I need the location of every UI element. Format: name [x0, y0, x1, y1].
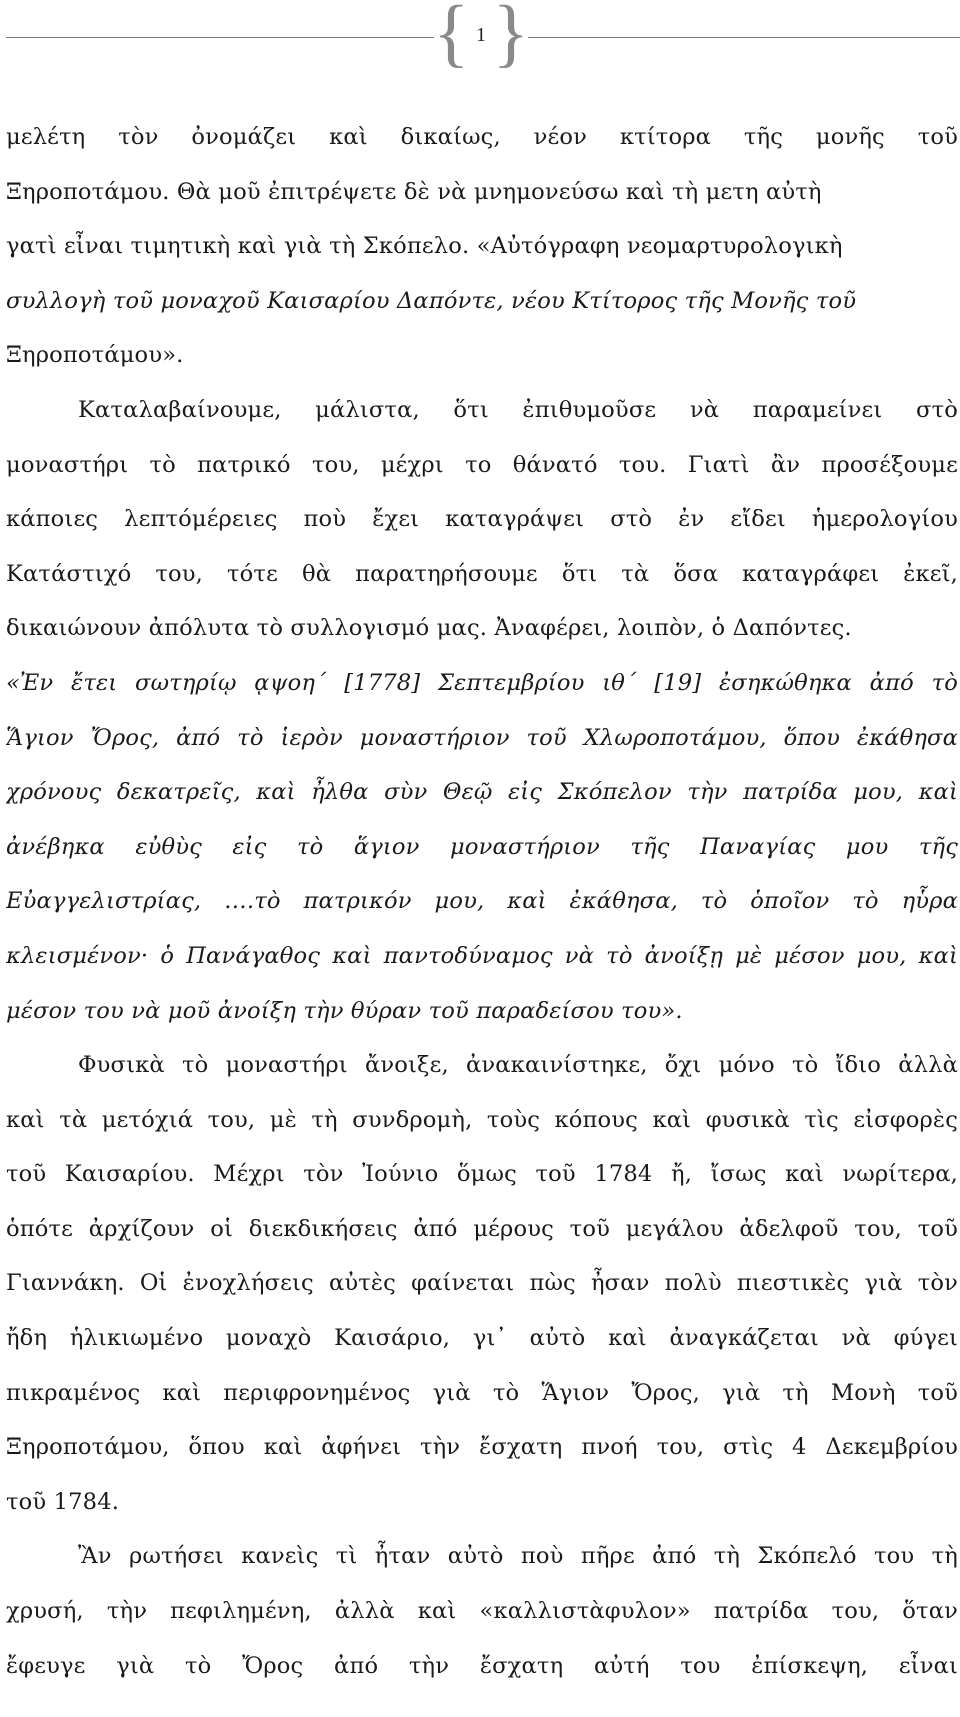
text-line: κλεισμένον· ὁ Πανάγαθος καὶ παντοδύναμος νὰ τὸ ἀνοίξῃ μὲ μέσον μου, καὶ	[6, 942, 958, 969]
text-line: μέσον του νὰ μοῦ ἀνοίξη τὴν θύραν τοῦ παραδείσου του».	[6, 997, 683, 1024]
text-line: Ξηροποτάμου, ὅπου καὶ ἀφήνει τὴν ἔσχατη πνοή του, στὶς 4 Δεκεμβρίου	[6, 1434, 958, 1461]
page-number: { 1 }	[433, 2, 529, 68]
text-line: γατὶ εἶναι τιμητικὴ καὶ γιὰ τὴ Σκόπελο. «Αὐτόγραφη νεομαρτυρολογικὴ	[6, 233, 843, 260]
text-line: τοῦ 1784.	[6, 1488, 120, 1515]
text-line: δικαιώνουν ἀπόλυτα τὸ συλλογισμό μας. Ἀναφέρει, λοιπὸν, ὁ Δαπόντες.	[6, 615, 852, 642]
text-line: ἀνέβηκα εὐθὺς εἰς τὸ ἅγιον μοναστήριον τῆς Παναγίας μου τῆς	[6, 833, 958, 860]
page-header	[0, 0, 960, 76]
text-line: Καταλαβαίνουμε, μάλιστα, ὅτι ἐπιθυμοῦσε νὰ παραμείνει στὸ	[78, 396, 958, 423]
text-line: χρόνους δεκατρεῖς, καὶ ἦλθα σὺν Θεῷ εἰς Σκόπελον τὴν πατρίδα μου, καὶ	[6, 779, 958, 806]
body-text	[6, 110, 958, 1693]
text-line: Εὐαγγελιστρίας, ….τὸ πατρικόν μου, καὶ ἐκάθησα, τὸ ὁποῖον τὸ ηὗρα	[6, 888, 958, 915]
text-line: κάποιες λεπτόμέρειες ποὺ ἔχει καταγράψει στὸ ἐν εἴδει ἡμερολογίου	[6, 506, 958, 533]
text-line: Κατάστιχό του, τότε θὰ παρατηρήσουμε ὅτι τὰ ὅσα καταγράφει ἐκεῖ,	[6, 560, 958, 587]
text-line: μοναστήρι τὸ πατρικό του, μέχρι το θάνατό του. Γιατὶ ἂν προσέξουμε	[6, 451, 958, 478]
text-line: συλλογὴ τοῦ μοναχοῦ Καισαρίου Δαπόντε, νέου Κτίτορος τῆς Μονῆς τοῦ	[6, 287, 857, 314]
text-line: Ξηροποτάμου. Θὰ μοῦ ἐπιτρέψετε δὲ νὰ μνημονεύσω καὶ τὴ μετη αὐτὴ	[6, 178, 822, 205]
header-rule-left	[6, 37, 434, 38]
text-line: Ἂν ρωτήσει κανεὶς τὶ ἦταν αὐτὸ ποὺ πῆρε ἀπό τὴ Σκόπελό του τὴ	[78, 1543, 958, 1570]
text-line: πικραμένος καὶ περιφρονημένος γιὰ τὸ Ἅγιον Ὄρος, γιὰ τὴ Μονὴ τοῦ	[6, 1379, 958, 1406]
text-line: Ξηροποτάμου».	[6, 342, 184, 369]
text-line: μελέτη τὸν ὀνομάζει καὶ δικαίως, νέον κτίτορα τῆς μονῆς τοῦ	[6, 124, 958, 150]
text-line: ἤδη ἡλικιωμένο μοναχὸ Καισάριο, γι᾽ αὐτὸ καὶ ἀναγκάζεται νὰ φύγει	[6, 1325, 958, 1352]
text-line: τοῦ Καισαρίου. Μέχρι τὸν Ἰούνιο ὅμως τοῦ 1784 ἤ, ἴσως καὶ νωρίτερα,	[6, 1161, 958, 1188]
text-line: Ἅγιον Ὄρος, ἀπό τὸ ἱερὸν μοναστήριον τοῦ Χλωροποτάμου, ὅπου ἐκάθησα	[6, 724, 958, 751]
text-line: ἔφευγε γιὰ τὸ Ὄρος ἀπό τὴν ἔσχατη αὐτή του ἐπίσκεψη, εἶναι	[6, 1652, 958, 1679]
text-line: ὁπότε ἀρχίζουν οἱ διεκδικήσεις ἀπό μέρους τοῦ μεγάλου ἀδελφοῦ του, τοῦ	[6, 1215, 958, 1242]
text-line: Γιαννάκη. Οἱ ἐνοχλήσεις αὐτὲς φαίνεται πὼς ἦσαν πολὺ πιεστικὲς γιὰ τὸν	[6, 1270, 958, 1297]
text-line: Φυσικὰ τὸ μοναστήρι ἄνοιξε, ἀνακαινίστηκε, ὄχι μόνο τὸ ἴδιο ἀλλὰ	[78, 1052, 958, 1079]
text-line: καὶ τὰ μετόχιά του, μὲ τὴ συνδρομὴ, τοὺς κόπους καὶ φυσικὰ τὶς εἰσφορὲς	[6, 1106, 958, 1133]
text-line: «Ἐν ἔτει σωτηρίῳ ᾳψοη΄ [1778] Σεπτεμβρίου ιθ΄ [19] ἐσηκώθηκα ἀπό τὸ	[6, 669, 958, 696]
text-line: χρυσή, τὴν πεφιλημένη, ἀλλὰ καὶ «καλλιστὰφυλον» πατρίδα του, ὅταν	[6, 1598, 958, 1625]
header-rule-right	[528, 37, 960, 38]
